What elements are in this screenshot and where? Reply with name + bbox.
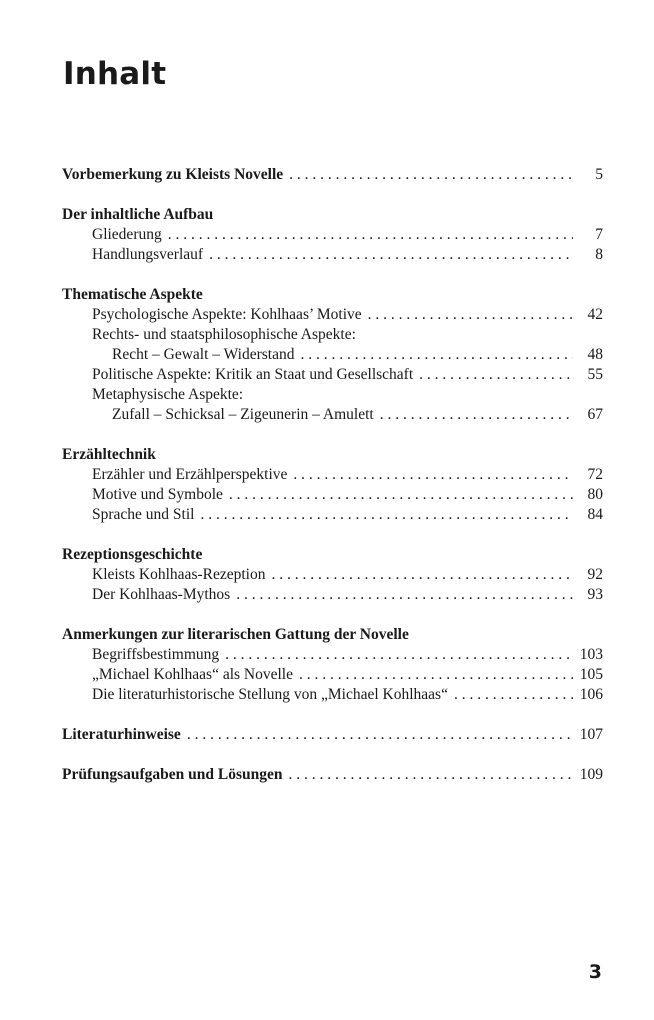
toc-entry[interactable] <box>92 305 603 325</box>
toc-entry[interactable] <box>112 345 603 365</box>
toc-entry-title: Handlungsverlauf <box>92 246 204 263</box>
toc-page-number: 103 <box>579 646 603 663</box>
page-number: 3 <box>588 961 602 983</box>
toc-entry[interactable] <box>92 585 603 605</box>
toc-page-number: 93 <box>587 586 603 603</box>
toc-entry-title: Recht – Gewalt – Widerstand <box>112 346 295 363</box>
dot-leader <box>293 465 573 485</box>
toc-entry-title: Erzähler und Erzählperspektive <box>92 466 288 483</box>
dot-leader <box>289 765 573 785</box>
toc-section-heading[interactable] <box>62 205 213 225</box>
toc-page-number: 42 <box>587 306 603 323</box>
toc-entry-title: Thematische Aspekte <box>62 286 203 303</box>
toc-page-number: 5 <box>595 166 603 183</box>
dot-leader <box>187 725 573 745</box>
dot-leader <box>200 505 573 525</box>
toc-entry-title: Rechts- und staatsphilosophische Aspekte: <box>92 326 356 343</box>
toc-page-number: 107 <box>579 726 603 743</box>
toc-entry[interactable] <box>92 645 603 665</box>
toc-section-heading[interactable] <box>62 165 603 185</box>
toc-entry-title: Kleists Kohlhaas-Rezeption <box>92 566 266 583</box>
dot-leader <box>419 365 573 385</box>
toc-entry[interactable] <box>92 365 603 385</box>
toc-entry[interactable] <box>92 245 603 265</box>
toc-page-number: 48 <box>587 346 603 363</box>
dot-leader <box>168 225 573 245</box>
toc-entry[interactable] <box>92 325 356 345</box>
toc-page-number: 55 <box>587 366 603 383</box>
toc-page-number: 106 <box>579 686 603 703</box>
toc-page-number: 92 <box>587 566 603 583</box>
toc-entry-title: Vorbemerkung zu Kleists Novelle <box>62 166 284 183</box>
toc-entry[interactable] <box>92 225 603 245</box>
toc-entry-title: Psychologische Aspekte: Kohlhaas’ Motive <box>92 306 362 323</box>
toc-page-number: 8 <box>595 246 603 263</box>
toc-entry-title: Rezeptionsgeschichte <box>62 546 203 563</box>
toc-page-number: 67 <box>587 406 603 423</box>
toc-entry[interactable] <box>92 565 603 585</box>
dot-leader <box>236 585 573 605</box>
toc-entry[interactable] <box>92 505 603 525</box>
toc-section-heading[interactable] <box>62 285 203 305</box>
toc-entry-title: Motive und Symbole <box>92 486 223 503</box>
dot-leader <box>289 165 573 185</box>
toc-section-heading[interactable] <box>62 765 603 785</box>
toc-entry[interactable] <box>92 385 243 405</box>
toc-entry-title: Literaturhinweise <box>62 726 181 743</box>
toc-entry-title: Anmerkungen zur literarischen Gattung der Novelle <box>62 626 409 643</box>
toc-entry-title: Sprache und Stil <box>92 506 195 523</box>
toc-entry-title: Der inhaltliche Aufbau <box>62 206 214 223</box>
dot-leader <box>368 305 573 325</box>
toc-entry[interactable] <box>92 465 603 485</box>
dot-leader <box>225 645 573 665</box>
dot-leader <box>300 345 573 365</box>
toc-entry-title: Erzähltechnik <box>62 446 156 463</box>
toc-page-number: 80 <box>587 486 603 503</box>
toc-entry-title: Der Kohlhaas-Mythos <box>92 586 231 603</box>
toc-page-number: 105 <box>579 666 603 683</box>
dot-leader <box>454 685 573 705</box>
toc-entry-title: Zufall – Schicksal – Zigeunerin – Amulett <box>112 406 374 423</box>
toc-entry-title: Gliederung <box>92 226 162 243</box>
dot-leader <box>271 565 573 585</box>
dot-leader <box>299 665 573 685</box>
toc-page-number: 84 <box>587 506 603 523</box>
toc-entry-title: Die literaturhistorische Stellung von „Michael Kohlhaas“ <box>92 686 448 703</box>
toc-entry-title: Prüfungsaufgaben und Lösungen <box>62 766 283 783</box>
toc-section-heading[interactable] <box>62 625 409 645</box>
toc-page-number: 7 <box>595 226 603 243</box>
toc-page-number: 109 <box>579 766 603 783</box>
toc-section-heading[interactable] <box>62 725 603 745</box>
toc-entry-title: „Michael Kohlhaas“ als Novelle <box>92 666 293 683</box>
toc-page-number: 72 <box>587 466 603 483</box>
dot-leader <box>209 245 573 265</box>
page-title: Inhalt <box>63 56 167 92</box>
toc-entry-title: Metaphysische Aspekte: <box>92 386 244 403</box>
dot-leader <box>229 485 573 505</box>
toc-entry[interactable] <box>92 485 603 505</box>
toc-entry-title: Politische Aspekte: Kritik an Staat und Gesellschaft <box>92 366 414 383</box>
toc-entry-title: Begriffsbestimmung <box>92 646 220 663</box>
toc-entry[interactable] <box>92 685 603 705</box>
toc-entry[interactable] <box>92 665 603 685</box>
toc-entry[interactable] <box>112 405 603 425</box>
dot-leader <box>380 405 573 425</box>
toc-section-heading[interactable] <box>62 445 156 465</box>
toc-section-heading[interactable] <box>62 545 202 565</box>
